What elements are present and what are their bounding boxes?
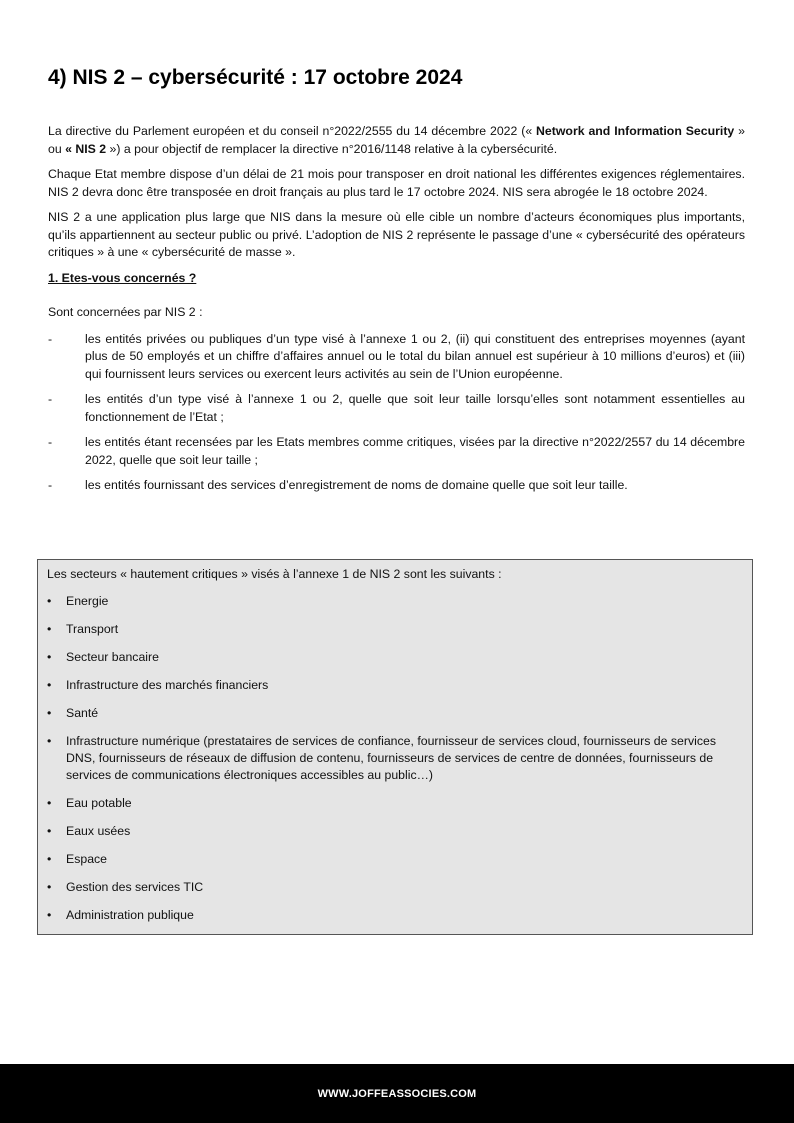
bullet-marker: • <box>47 824 52 838</box>
intro-term-nis2: « NIS 2 <box>65 141 107 156</box>
list-item <box>48 391 745 426</box>
bullet-marker: • <box>47 880 52 894</box>
sector-item <box>47 907 740 924</box>
intro-text-c: » ou <box>48 124 745 156</box>
intro-paragraph <box>48 123 745 158</box>
sector-label: Gestion des services TIC <box>66 880 204 894</box>
list-item-text: les entités étant recensées par les Etats membres comme critiques, visées par la directive n°2022/2557 du 14 décembre 2022, quelle que soit leur taille ; <box>85 435 745 467</box>
sector-list <box>47 593 740 924</box>
sector-label: Eaux usées <box>66 824 131 838</box>
list-item <box>48 331 745 384</box>
dash-marker: - <box>48 478 53 492</box>
concerned-list <box>48 331 745 495</box>
list-item-text: les entités d’un type visé à l’annexe 1 ou 2, quelle que soit leur taille lorsqu’elles sont notamment essentielles au fonctionnement de l’Etat ; <box>85 392 745 424</box>
sector-item <box>47 795 740 812</box>
bullet-marker: • <box>47 796 52 810</box>
bullet-marker: • <box>47 594 52 608</box>
list-item-text: les entités fournissant des services d’enregistrement de noms de domaine quelle que soit leur taille. <box>85 478 628 492</box>
sector-item <box>47 851 740 868</box>
bullet-marker: • <box>47 852 52 866</box>
sector-item <box>47 621 740 638</box>
sector-label: Eau potable <box>66 796 132 810</box>
sector-label: Administration publique <box>66 908 194 922</box>
list-item <box>48 477 745 495</box>
sector-label: Infrastructure des marchés financiers <box>66 678 269 692</box>
bullet-marker: • <box>47 650 52 664</box>
sector-label: Infrastructure numérique (prestataires de services de confiance, fournisseur de services cloud, fournisseurs de services DNS, fournisseurs de réseaux de diffusion de contenu, fournisseurs de services de centre de données, fournisseurs de services de communications électroniques accessibles au public…) <box>66 734 716 782</box>
sector-item <box>47 733 740 784</box>
bullet-marker: • <box>47 908 52 922</box>
sector-item <box>47 705 740 722</box>
scope-paragraph: NIS 2 a une application plus large que NIS dans la mesure où elle cible un nombre d’acteurs économiques plus importants, qu’ils appartiennent au secteur public ou privé. L’adoption de NIS 2 représente le passage d’une « cybersécurité des opérateurs critiques » à une « cybersécurité de masse ». <box>48 210 745 259</box>
bullet-marker: • <box>47 706 52 720</box>
sector-item <box>47 823 740 840</box>
bullet-marker: • <box>47 622 52 636</box>
footer-bar <box>0 1064 794 1123</box>
section-heading: 1. Etes-vous concernés ? <box>48 270 197 285</box>
transposition-paragraph: Chaque Etat membre dispose d’un délai de 21 mois pour transposer en droit national les différentes exigences réglementaires. NIS 2 devra donc être transposée en droit français au plus tard le 17 octobre 2024. NIS sera abrogée le 18 octobre 2024. <box>48 167 745 199</box>
list-item <box>48 434 745 469</box>
bullet-marker: • <box>47 678 52 692</box>
sector-box <box>37 559 753 935</box>
intro-text-a: La directive du Parlement européen et du conseil n°2022/2555 du 14 décembre 2022 (« <box>48 124 537 138</box>
sector-label: Espace <box>66 852 108 866</box>
intro-term-network: Network and Information Security <box>536 124 735 138</box>
dash-marker: - <box>48 392 53 406</box>
sector-item <box>47 677 740 694</box>
intro-text-e: ») a pour objectif de remplacer la directive n°2016/1148 relative à la cybersécurité. <box>106 141 558 156</box>
dash-marker: - <box>48 331 53 346</box>
main-content <box>48 123 745 503</box>
sector-label: Santé <box>66 706 99 720</box>
bullet-marker: • <box>47 734 52 748</box>
list-item-text: les entités privées ou publiques d’un type visé à l’annexe 1 ou 2, (ii) qui constituent des entreprises moyennes (ayant plus de 50 employés et un chiffre d’affaires annuel ou le total du bilan annuel est supérieur à 10 millions d’euros) et (iii) qui fournissent leurs services ou exercent leurs activités au sein de l’Union européenne. <box>85 331 745 381</box>
sector-label: Secteur bancaire <box>66 650 159 664</box>
dash-marker: - <box>48 435 53 449</box>
sector-item <box>47 649 740 666</box>
page-title: 4) NIS 2 – cybersécurité : 17 octobre 2024 <box>48 66 463 89</box>
sector-box-intro: Les secteurs « hautement critiques » visés à l’annexe 1 de NIS 2 sont les suivants : <box>47 567 502 581</box>
footer-website-link[interactable]: WWW.JOFFEASSOCIES.COM <box>317 1087 477 1100</box>
sector-label: Transport <box>66 622 119 636</box>
sector-label: Energie <box>66 594 109 608</box>
sector-item <box>47 593 740 610</box>
concerned-intro: Sont concernées par NIS 2 : <box>48 305 203 319</box>
sector-item <box>47 879 740 896</box>
